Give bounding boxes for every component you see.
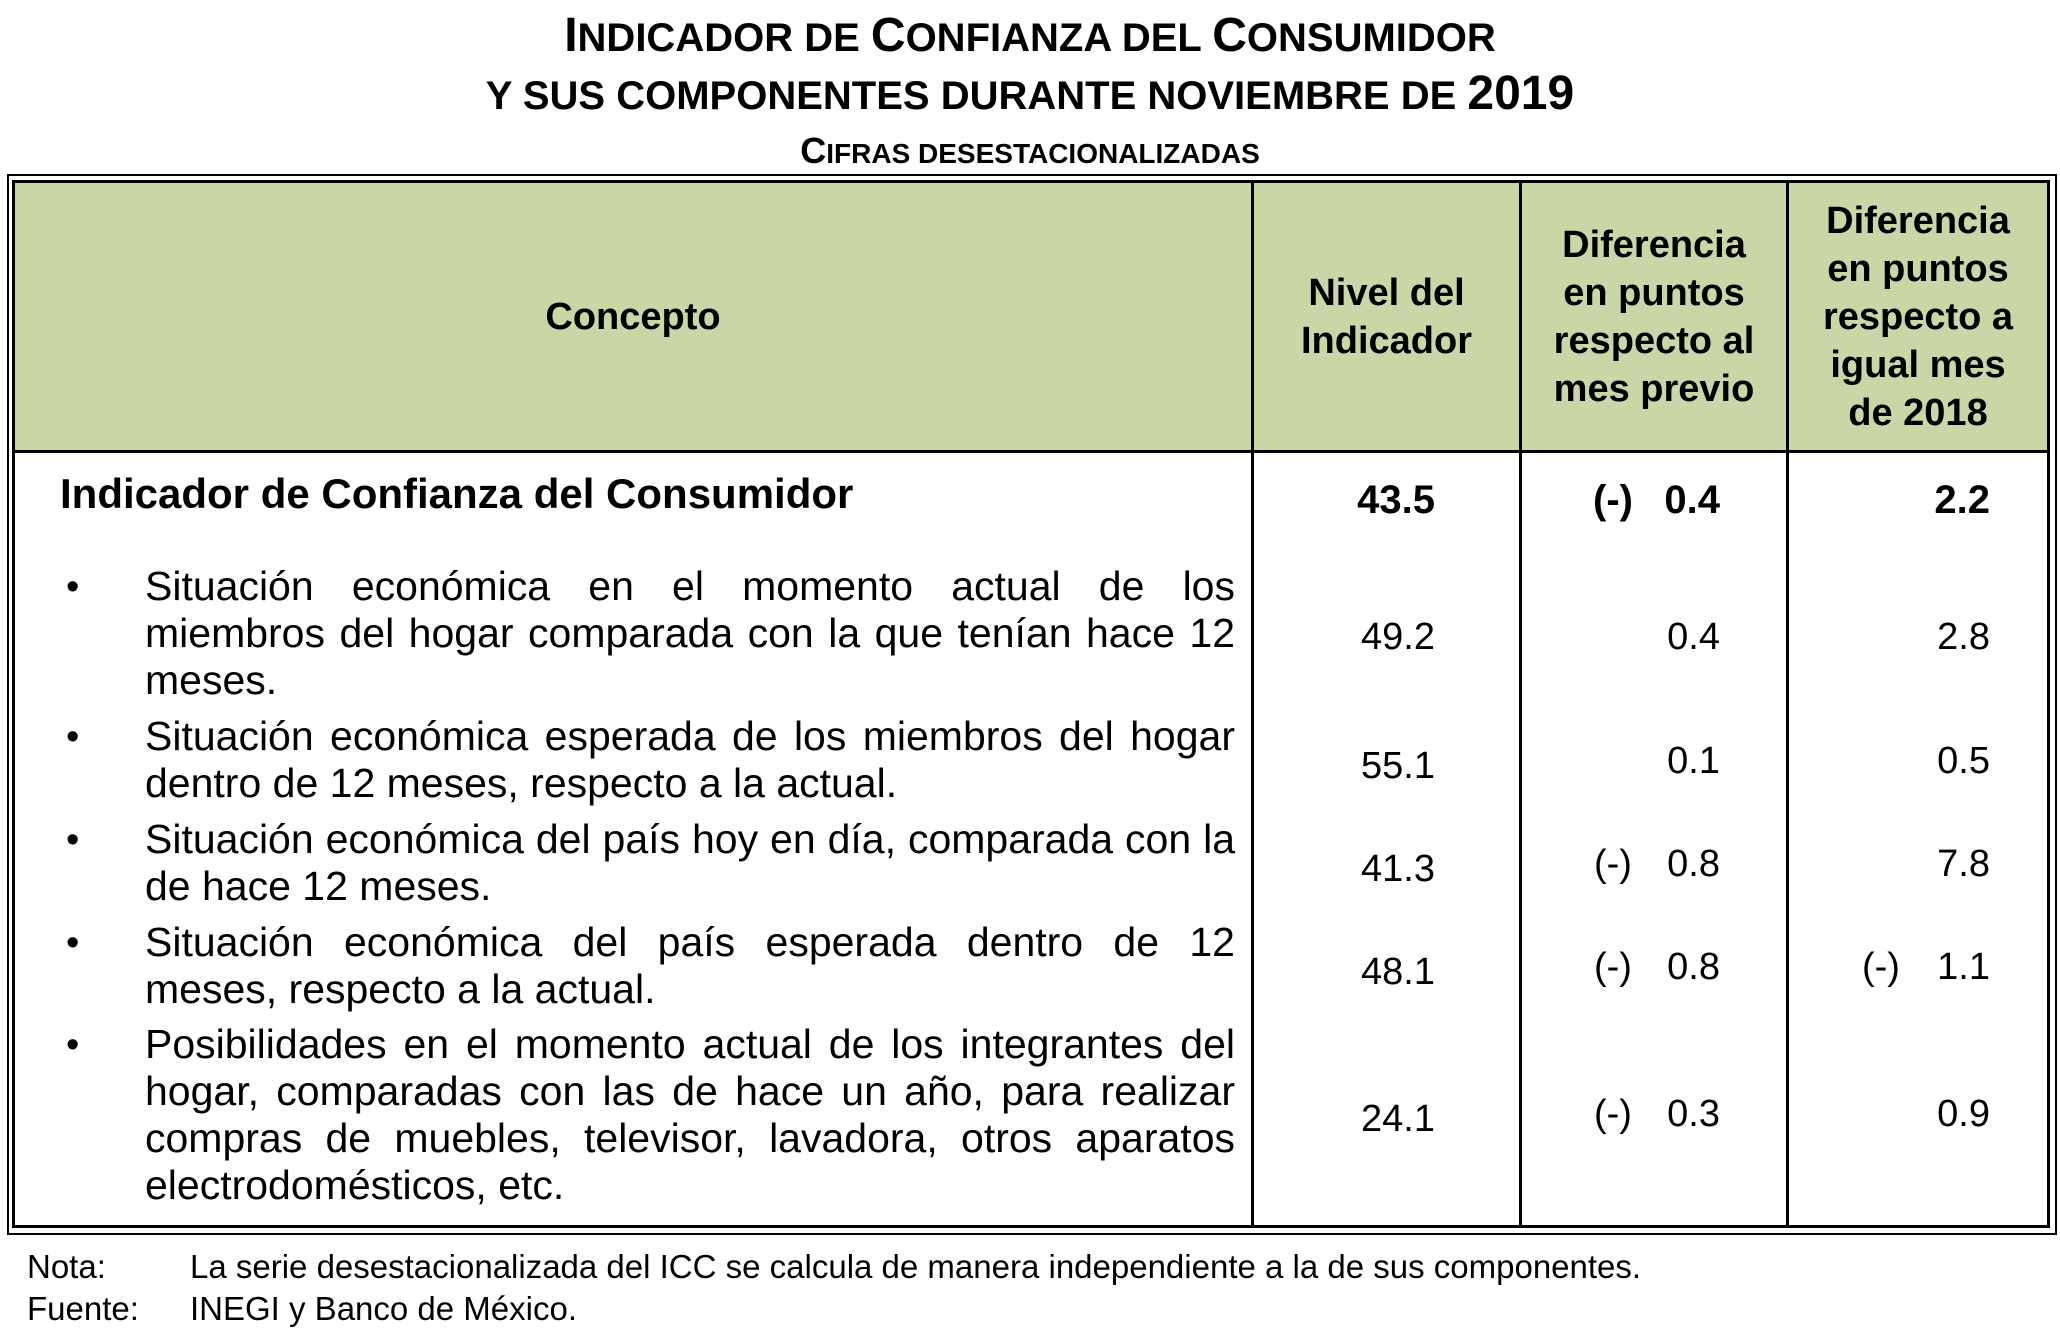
title-line-2: Y SUS COMPONENTES DURANTE NOVIEMBRE DE 2019 bbox=[485, 67, 1575, 120]
column-divider bbox=[1519, 180, 1522, 1228]
row-3-nivel: 41.3 bbox=[1361, 848, 1435, 890]
header-concepto: Concepto bbox=[15, 183, 1251, 450]
row-2-prev-value: 0.1 bbox=[1667, 740, 1720, 782]
row-1-year-value: 2.8 bbox=[1937, 616, 1990, 658]
main-prev-sign: (-) bbox=[1593, 478, 1633, 522]
row-3-prev-sign: (-) bbox=[1594, 843, 1632, 885]
main-year-value: 2.2 bbox=[1934, 478, 1990, 522]
row-5-nivel: 24.1 bbox=[1361, 1098, 1435, 1140]
header-nivel: Nivel del Indicador bbox=[1254, 183, 1519, 450]
row-2-label: Situación económica esperada de los miembros del hogar dentro de 12 meses, respecto a la actual. bbox=[145, 713, 1235, 806]
row-4-prev-sign: (-) bbox=[1594, 946, 1632, 988]
header-diferencia-anual: Diferencia en puntos respecto a igual mes de 2018 bbox=[1789, 183, 2047, 450]
nota-label: Nota: bbox=[27, 1248, 106, 1285]
row-4-nivel: 48.1 bbox=[1361, 951, 1435, 993]
row-3-year-value: 7.8 bbox=[1937, 843, 1990, 885]
bullet-icon: • bbox=[66, 1024, 80, 1066]
row-4-year-value: 1.1 bbox=[1937, 946, 1990, 988]
main-indicator-label: Indicador de Confianza del Consumidor bbox=[60, 470, 854, 517]
main-prev-value: 0.4 bbox=[1664, 478, 1720, 522]
nota-text: La serie desestacionalizada del ICC se calcula de manera independiente a la de sus componentes. bbox=[190, 1248, 1642, 1285]
header-diferencia-mes-previo: Diferencia en puntos respecto al mes previo bbox=[1522, 183, 1786, 450]
fuente-label: Fuente: bbox=[27, 1290, 139, 1327]
column-divider bbox=[1251, 180, 1254, 1228]
bullet-icon: • bbox=[66, 819, 80, 861]
row-4-prev-value: 0.8 bbox=[1667, 946, 1720, 988]
row-1-label: Situación económica en el momento actual de los miembros del hogar comparada con la que tenían hace 12 meses. bbox=[145, 563, 1235, 703]
row-5-prev-value: 0.3 bbox=[1667, 1093, 1720, 1135]
row-5-prev-sign: (-) bbox=[1594, 1093, 1632, 1135]
fuente-text: INEGI y Banco de México. bbox=[190, 1290, 577, 1327]
row-5-year-value: 0.9 bbox=[1937, 1093, 1990, 1135]
row-4-label: Situación económica del país esperada dentro de 12 meses, respecto a la actual. bbox=[145, 919, 1235, 1012]
column-divider bbox=[1786, 180, 1789, 1228]
row-2-year-value: 0.5 bbox=[1937, 740, 1990, 782]
header-divider bbox=[12, 450, 2050, 453]
bullet-icon: • bbox=[66, 922, 80, 964]
row-2-nivel: 55.1 bbox=[1361, 745, 1435, 787]
bullet-icon: • bbox=[66, 716, 80, 758]
row-3-prev-value: 0.8 bbox=[1667, 843, 1720, 885]
row-1-nivel: 49.2 bbox=[1361, 616, 1435, 658]
row-4-year-sign: (-) bbox=[1862, 946, 1900, 988]
subtitle: CIFRAS DESESTACIONALIZADAS bbox=[800, 130, 1260, 171]
row-1-prev-value: 0.4 bbox=[1667, 616, 1720, 658]
bullet-icon: • bbox=[66, 566, 80, 608]
title-line-1: INDICADOR DE CONFIANZA DEL CONSUMIDOR bbox=[564, 9, 1496, 62]
main-nivel-value: 43.5 bbox=[1357, 478, 1435, 522]
row-3-label: Situación económica del país hoy en día, comparada con la de hace 12 meses. bbox=[145, 816, 1235, 909]
row-5-label: Posibilidades en el momento actual de los integrantes del hogar, comparadas con las de hace un año, para realizar compras de muebles, televisor, lavadora, otros aparatos electrodomésticos, etc. bbox=[145, 1021, 1235, 1208]
